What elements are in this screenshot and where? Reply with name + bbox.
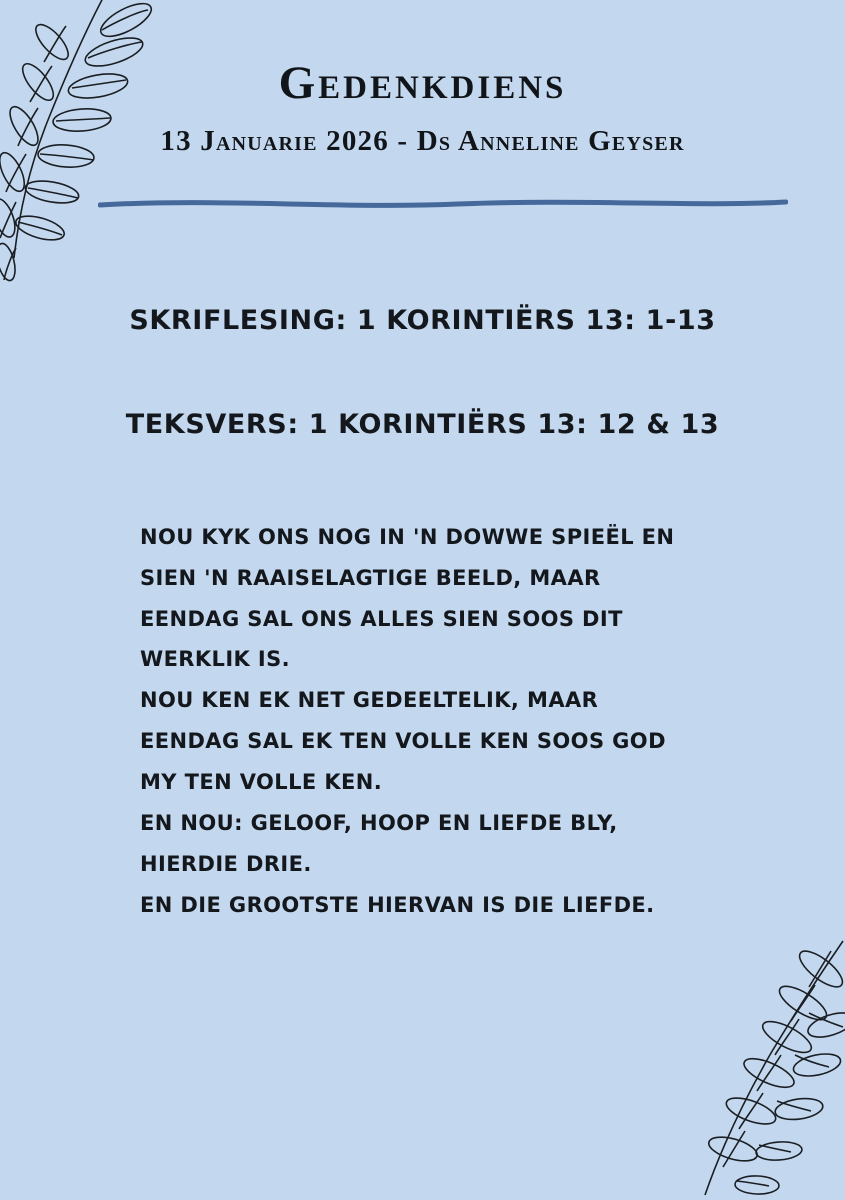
verse-line: MY TEN VOLLE KEN.	[140, 770, 383, 795]
verse-line: SIEN 'N RAAISELAGTIGE BEELD, MAAR	[140, 565, 601, 590]
divider-rule	[98, 196, 788, 212]
verse-line: WERKLIK IS.	[140, 647, 291, 672]
scripture-reading: SKRIFLESING: 1 KORINTIËRS 13: 1-13	[129, 305, 716, 336]
poster-header	[0, 58, 845, 158]
text-verse: TEKSVERS: 1 KORINTIËRS 13: 12 & 13	[125, 409, 720, 441]
verse-line: HIERDIE DRIE.	[140, 851, 312, 876]
page-title: Gedenkdiens	[278, 57, 567, 109]
page-subtitle: 13 Januarie 2026 - Ds Anneline Geyser	[160, 124, 685, 157]
verse-line: NOU KYK ONS NOG IN 'N DOWWE SPIEËL EN	[140, 524, 675, 549]
verse-line: NOU KEN EK NET GEDEELTELIK, MAAR	[140, 688, 599, 713]
verse-line: EN NOU: GELOOF, HOOP EN LIEFDE BLY,	[140, 810, 618, 835]
verse-text	[140, 524, 740, 919]
poster-content	[0, 305, 845, 933]
verse-line: EN DIE GROOTSTE HIERVAN IS DIE LIEFDE.	[140, 892, 655, 917]
verse-line: EENDAG SAL ONS ALLES SIEN SOOS DIT	[140, 606, 623, 631]
leaf-branch-icon-bottom-right	[671, 933, 845, 1200]
verse-line: EENDAG SAL EK TEN VOLLE KEN SOOS GOD	[140, 729, 666, 754]
